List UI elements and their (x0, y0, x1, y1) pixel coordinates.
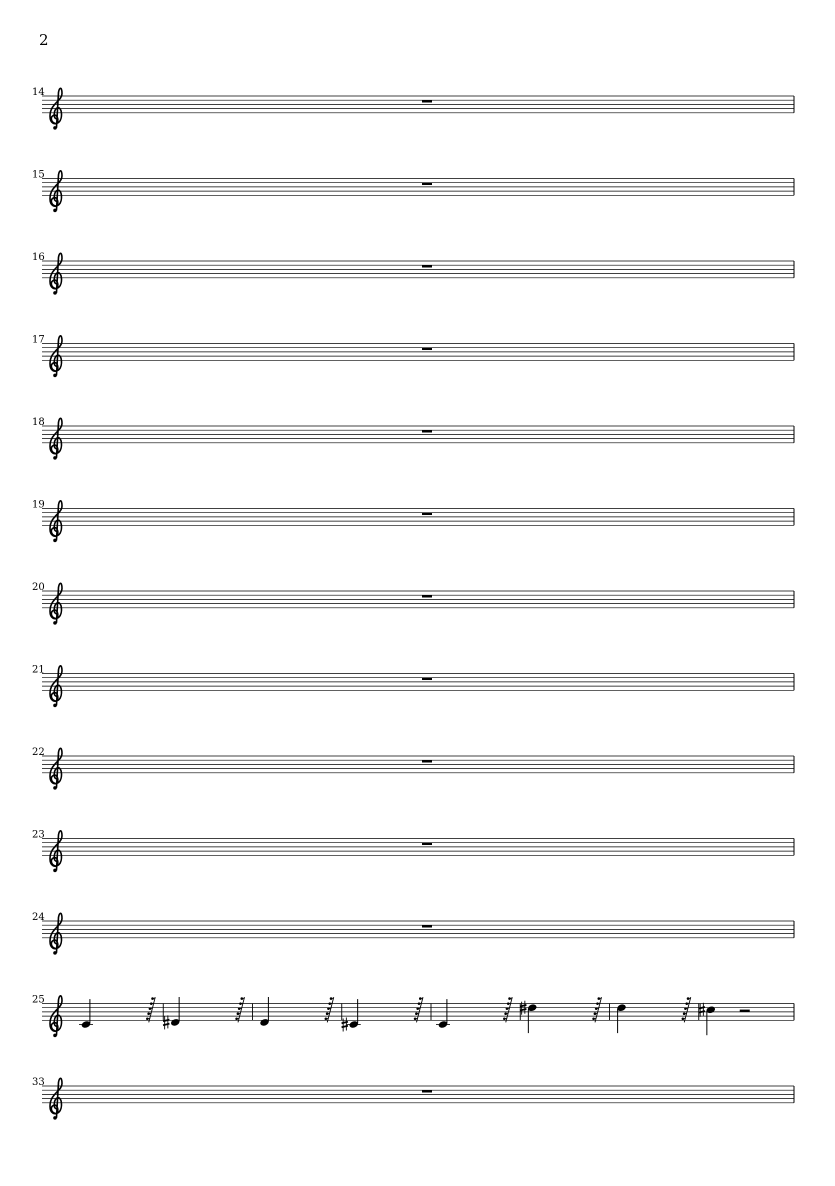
whole-rest-icon (422, 595, 432, 597)
treble-clef-dot-icon (53, 869, 57, 873)
staff-system (32, 87, 794, 130)
whole-rest-icon (422, 100, 432, 102)
treble-clef-icon (50, 996, 62, 1035)
rest-128th-icon (146, 997, 155, 1022)
half-rest-icon (740, 1010, 750, 1012)
treble-clef-icon (50, 88, 62, 127)
whole-rest-icon (422, 1090, 432, 1092)
sharp-icon (163, 1015, 169, 1029)
treble-clef-dot-icon (53, 456, 57, 460)
treble-clef-icon (50, 501, 62, 540)
measure-number: 19 (32, 499, 45, 511)
treble-clef-dot-icon (53, 704, 57, 708)
staff-system (32, 335, 794, 378)
whole-rest-icon (422, 760, 432, 762)
rest-128th-icon (235, 997, 244, 1022)
whole-rest-icon (422, 265, 432, 267)
treble-clef-icon (50, 583, 62, 622)
measure-number: 22 (32, 747, 45, 759)
measure-number: 25 (32, 994, 45, 1006)
staff-system (32, 912, 794, 955)
treble-clef-dot-icon (53, 291, 57, 295)
measure-number: 23 (32, 829, 45, 841)
treble-clef-dot-icon (53, 1034, 57, 1038)
staff-system (32, 665, 794, 708)
staff-system (32, 500, 794, 543)
whole-rest-icon (422, 348, 432, 350)
measure-number: 17 (32, 334, 45, 346)
treble-clef-icon (50, 831, 62, 870)
staff-system (32, 252, 794, 295)
treble-clef-icon (50, 748, 62, 787)
staff-system (32, 1077, 794, 1120)
whole-rest-icon (422, 843, 432, 845)
whole-rest-icon (422, 925, 432, 927)
rest-128th-icon (682, 997, 691, 1022)
rest-128th-icon (325, 997, 334, 1022)
treble-clef-dot-icon (53, 621, 57, 625)
staff-system (32, 995, 794, 1038)
measure-number: 21 (32, 664, 45, 676)
treble-clef-icon (50, 253, 62, 292)
whole-rest-icon (422, 183, 432, 185)
treble-clef-icon (50, 171, 62, 210)
whole-rest-icon (422, 513, 432, 515)
page-number: 2 (39, 31, 49, 49)
rest-128th-icon (592, 997, 601, 1022)
measure-number: 14 (32, 87, 45, 99)
measure-number: 16 (32, 252, 45, 264)
treble-clef-dot-icon (53, 786, 57, 790)
staff-system (32, 170, 794, 213)
treble-clef-icon (50, 1078, 62, 1117)
staff-system (32, 747, 794, 790)
treble-clef-dot-icon (53, 539, 57, 543)
treble-clef-icon (50, 418, 62, 457)
sharp-icon (699, 1003, 705, 1017)
measure-number: 20 (32, 582, 45, 594)
staff-system (32, 417, 794, 460)
treble-clef-icon (50, 336, 62, 375)
measure-number: 18 (32, 417, 45, 429)
treble-clef-dot-icon (53, 1116, 57, 1120)
rest-128th-icon (414, 997, 423, 1022)
treble-clef-dot-icon (53, 374, 57, 378)
treble-clef-dot-icon (53, 209, 57, 213)
treble-clef-dot-icon (53, 126, 57, 130)
measure-number: 15 (32, 169, 45, 181)
whole-rest-icon (422, 430, 432, 432)
staff-system (32, 830, 794, 873)
staff-system (32, 582, 794, 625)
measure-number: 33 (32, 1077, 45, 1089)
whole-rest-icon (422, 678, 432, 680)
rest-128th-icon (503, 997, 512, 1022)
treble-clef-icon (50, 666, 62, 705)
measure-number: 24 (32, 912, 45, 924)
treble-clef-icon (50, 913, 62, 952)
treble-clef-dot-icon (53, 951, 57, 955)
